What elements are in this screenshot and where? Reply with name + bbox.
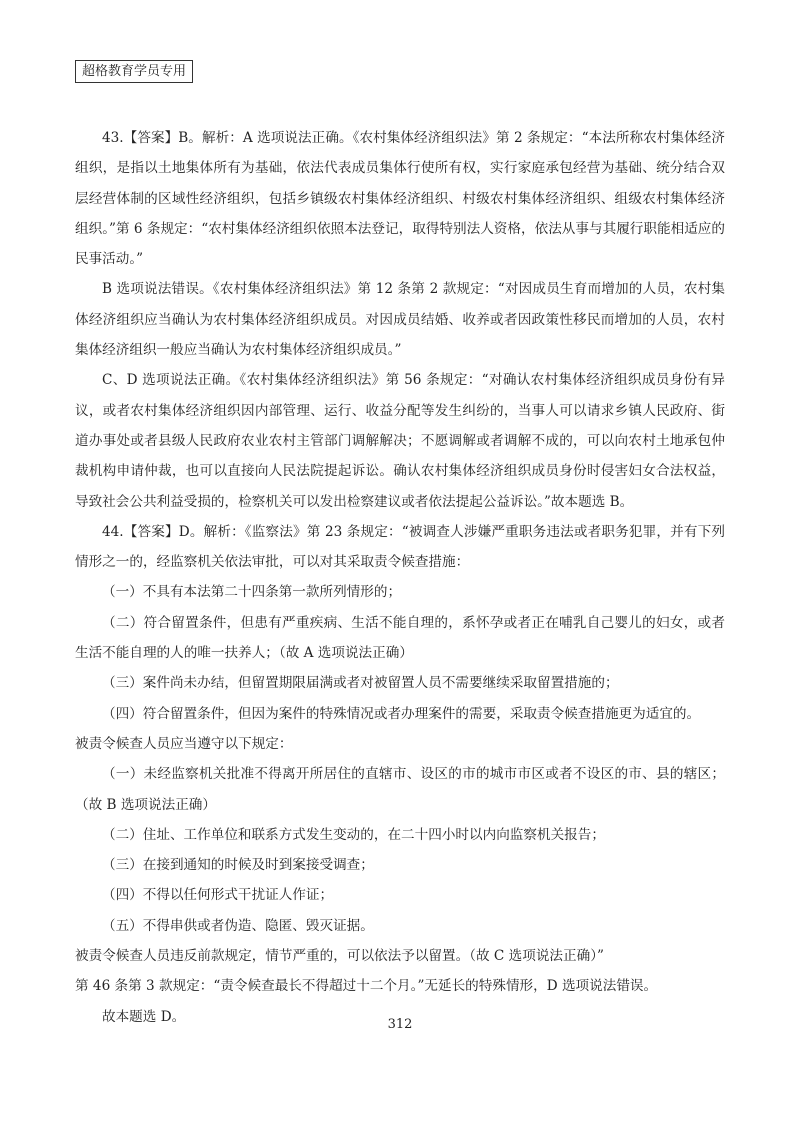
paragraph-q43-cd: C、D 选项说法正确。《农村集体经济组织法》第 56 条规定：“对确认农村集体经济组织成员身份有异议，或者农村集体经济组织因内部管理、运行、收益分配等发生纠纷的，当事人可以请求乡镇人民政府、街道办事处或者县级人民政府农业农村主管部门调解解决；不愿调解或者调解不成的，可以向农村土地承包仲裁机构申请仲裁，也可以直接向人民法院提起诉讼。确认农村集体经济组织成员身份时侵害妇女合法权益，导致社会公共利益受损的，检察机关可以发出检察建议或者依法提起公益诉讼。”故本题选 B。 (75, 372, 725, 510)
paragraph-q44-item-2: （二）符合留置条件，但患有严重疾病、生活不能自理的，系怀孕或者正在哺乳自己婴儿的妇女，或者生活不能自理的人的唯一扶养人；（故 A 选项说法正确） (75, 614, 725, 662)
paragraph-q44-rule-5: （五）不得串供或者伪造、隐匿、毁灭证据。 (102, 917, 374, 934)
paragraph-q44-rule-4: （四）不得以任何形式干扰证人作证； (102, 887, 334, 904)
paragraph-q44-item-4: （四）符合留置条件，但因为案件的特殊情况或者办理案件的需要，采取责令候查措施更为适宜的。 (102, 705, 701, 722)
paragraph-q44-rule-3: （三）在接到通知的时候及时到案接受调查； (102, 857, 374, 874)
paragraph-q44-conclusion: 故本题选 D。 (102, 1008, 186, 1025)
paragraph-q44-intro: 44.【答案】D。解析：《监察法》第 23 条规定：“被调查人涉嫌严重职务违法或者职务犯罪，并有下列情形之一的，经监察机关依法审批，可以对其采取责令候查措施： (75, 523, 725, 571)
paragraph-q44-violation: 被责令候查人员违反前款规定，情节严重的，可以依法予以留置。（故 C 选项说法正确）” (75, 948, 604, 965)
paragraph-q44-item-1: （一）不具有本法第二十四条第一款所列情形的； (102, 584, 402, 601)
paragraph-q44-rule-1: （一）未经监察机关批准不得离开所居住的直辖市、设区的市的城市市区或者不设区的市、县的辖区；（故 B 选项说法正确） (75, 766, 725, 813)
header-label-box: 超格教育学员专用 (75, 60, 193, 83)
answer-explanation-body (75, 123, 725, 1032)
paragraph-q44-rule-2: （二）住址、工作单位和联系方式发生变动的，在二十四小时以内向监察机关报告； (102, 826, 605, 843)
paragraph-q43-b: B 选项说法错误。《农村集体经济组织法》第 12 条第 2 款规定：“对因成员生育而增加的人员，农村集体经济组织应当确认为农村集体经济组织成员。对因成员结婚、收养或者因政策性移民而增加的人员，农村集体经济组织一般应当确认为农村集体经济组织成员。” (75, 281, 725, 359)
paragraph-q44-article-46: 第 46 条第 3 款规定：“责令候查最长不得超过十二个月。”无延长的特殊情形，D 选项说法错误。 (75, 978, 658, 995)
paragraph-q44-item-3: （三）案件尚未办结，但留置期限届满或者对被留置人员不需要继续采取留置措施的； (102, 675, 619, 692)
paragraph-q43-a: 43.【答案】B。解析：A 选项说法正确。《农村集体经济组织法》第 2 条规定：“本法所称农村集体经济组织，是指以土地集体所有为基础，依法代表成员集体行使所有权，实行家庭承包经营为基础、统分结合双层经营体制的区域性经济组织，包括乡镇级农村集体经济组织、村级农村集体经济组织、组级农村集体经济组织。”第 6 条规定：“农村集体经济组织依照本法登记，取得特别法人资格，依法从事与其履行职能相适应的民事活动。” (75, 130, 725, 268)
page-number: 312 (387, 1017, 413, 1032)
paragraph-q44-rules-intro: 被责令候查人员应当遵守以下规定： (75, 735, 293, 752)
